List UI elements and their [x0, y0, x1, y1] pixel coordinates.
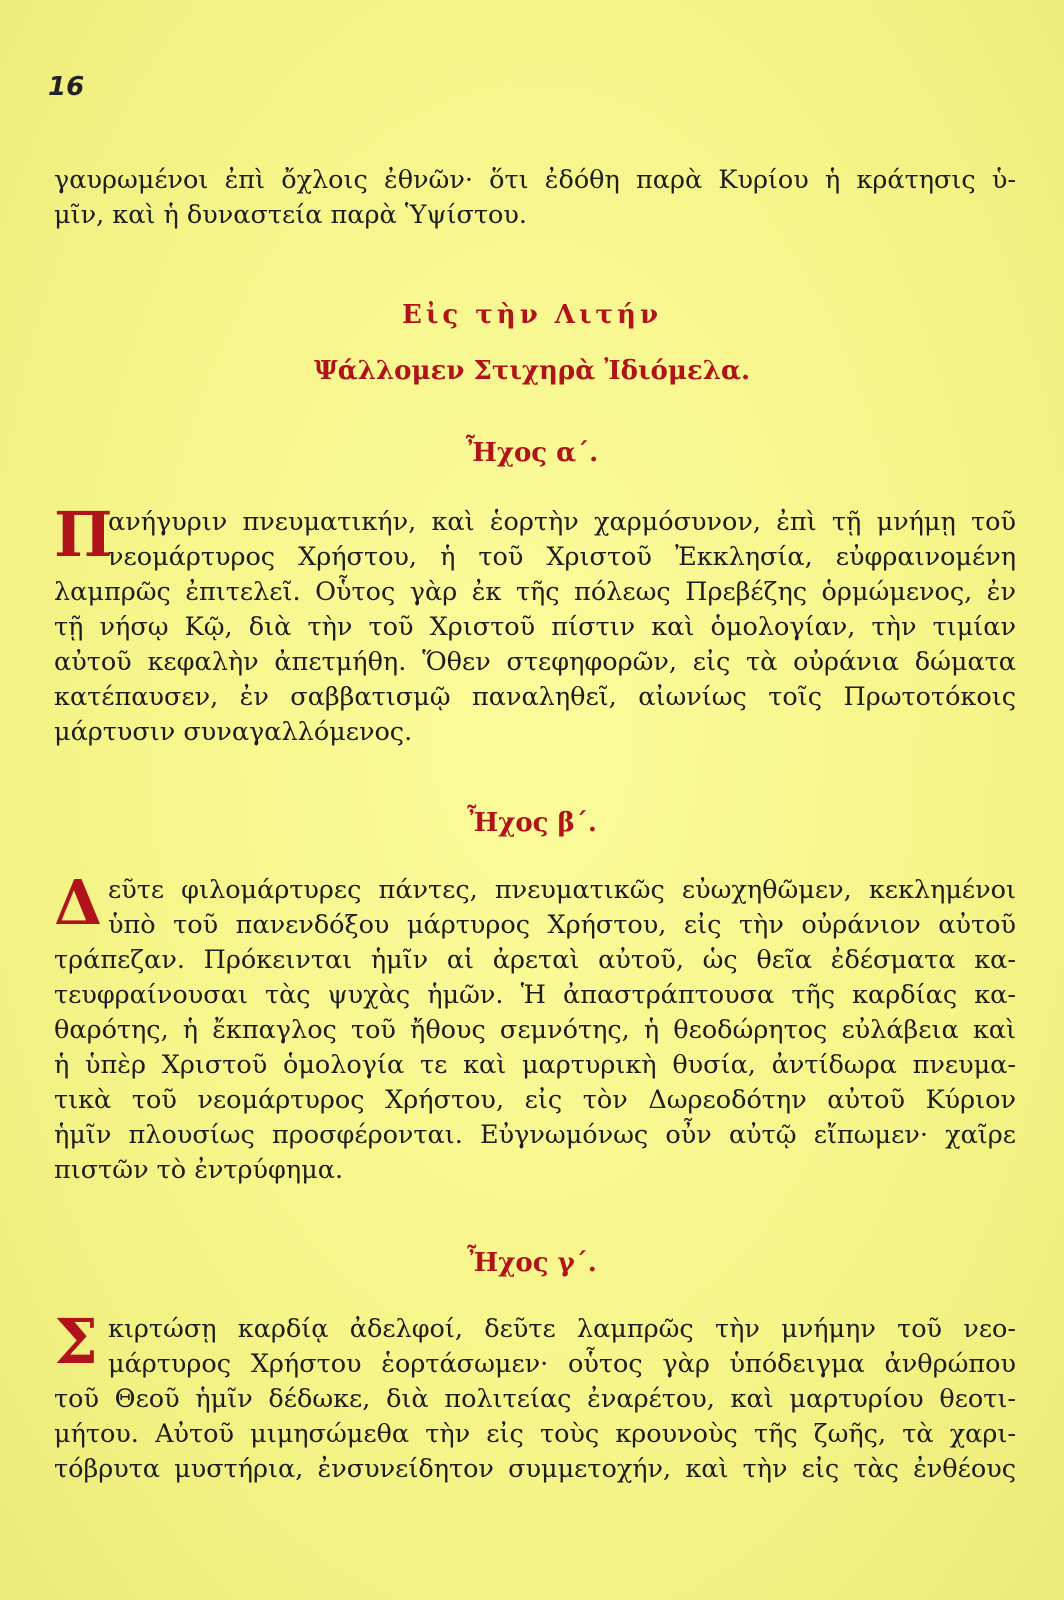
hymn-3-paragraph	[54, 1305, 1016, 1487]
text-line: νεομάρτυρος Χρήστου, ἡ τοῦ Χριστοῦ Ἐκκλησία, εὐφραινομένη	[108, 542, 1016, 572]
text-line: τικὰ τοῦ νεομάρτυρος Χρήστου, εἰς τὸν Δωρεοδότην αὐτοῦ Κύριον	[54, 1085, 1016, 1115]
text-line: εῦτε φιλομάρτυρες πάντες, πνευματικῶς εὐωχηθῶμεν, κεκλημένοι	[108, 875, 1016, 905]
text-line: λαμπρῶς ἐπιτελεῖ. Οὗτος γὰρ ἐκ τῆς πόλεως Πρεβέζης ὁρμώμενος, ἐν	[54, 577, 1016, 607]
text-line: κατέπαυσεν, ἐν σαββατισμῷ παναληθεῖ, αἰωνίως τοῖς Πρωτοτόκοις	[54, 682, 1016, 712]
mode-heading-1: Ἦχος α΄.	[465, 438, 599, 468]
text-line: ἡ ὑπὲρ Χριστοῦ ὁμολογία τε καὶ μαρτυρικὴ θυσία, ἀντίδωρα πνευμα-	[54, 1050, 1016, 1080]
text-line: μάρτυρος Χρήστου ἑορτάσωμεν· οὗτος γὰρ ὑπόδειγμα ἀνθρώπου	[108, 1349, 1016, 1379]
text-line: ὑπὸ τοῦ πανενδόξου μάρτυρος Χρήστου, εἰς τὴν οὐράνιον αὐτοῦ	[108, 910, 1016, 940]
text-line: πιστῶν τὸ ἐντρύφημα.	[54, 1155, 344, 1185]
mode-heading-2: Ἦχος β΄.	[467, 808, 597, 838]
text-line: αὐτοῦ κεφαλὴν ἀπετμήθη. Ὅθεν στεφηφορῶν, εἰς τὰ οὐράνια δώματα	[54, 647, 1016, 677]
text-line: κιρτώσῃ καρδίᾳ ἀδελφοί, δεῦτε λαμπρῶς τὴν μνήμην τοῦ νεο-	[108, 1314, 1016, 1344]
page-number: 16	[48, 72, 85, 102]
text-line: τευφραίνουσαι τὰς ψυχὰς ἡμῶν. Ἡ ἀπαστράπτουσα τῆς καρδίας κα-	[54, 980, 1016, 1010]
text-line: ἡμῖν πλουσίως προσφέρονται. Εὐγνωμόνως οὖν αὐτῷ εἴπωμεν· χαῖρε	[54, 1120, 1016, 1150]
text-line: μῖν, καὶ ἡ δυναστεία παρὰ Ὑψίστου.	[54, 200, 528, 230]
hymn-2-paragraph	[54, 866, 1016, 1188]
drop-cap-initial-1: Π	[54, 498, 113, 571]
text-line: γαυρωμένοι ἐπὶ ὄχλοις ἐθνῶν· ὅτι ἐδόθη παρὰ Κυρίου ἡ κράτησις ὑ-	[54, 165, 1016, 195]
hymn-1-paragraph	[54, 498, 1016, 750]
text-line: τόβρυτα μυστήρια, ἐνσυνείδητον συμμετοχήν, καὶ τὴν εἰς τὰς ἐνθέους	[54, 1454, 1016, 1484]
section-subtitle: Ψάλλομεν Στιχηρὰ Ἰδιόμελα.	[313, 356, 751, 386]
text-line: θαρότης, ἡ ἔκπαγλος τοῦ ἤθους σεμνότης, ἡ θεοδώρητος εὐλάβεια καὶ	[54, 1015, 1016, 1045]
text-line: μήτου. Αὐτοῦ μιμησώμεθα τὴν εἰς τοὺς κρουνοὺς τῆς ζωῆς, τὰ χαρι-	[54, 1419, 1016, 1449]
drop-cap-initial-3: Σ	[54, 1305, 98, 1378]
text-line: ανήγυριν πνευματικήν, καὶ ἑορτὴν χαρμόσυνον, ἐπὶ τῇ μνήμῃ τοῦ	[108, 507, 1016, 537]
text-line: μάρτυσιν συναγαλλόμενος.	[54, 717, 413, 747]
mode-heading-3: Ἦχος γ΄.	[467, 1248, 597, 1278]
text-line: τοῦ Θεοῦ ἡμῖν δέδωκε, διὰ πολιτείας ἐναρέτου, καὶ μαρτυρίου θεοτι-	[54, 1384, 1016, 1414]
drop-cap-initial-2: Δ	[54, 866, 103, 939]
intro-paragraph	[54, 163, 1016, 233]
text-line: τῇ νήσῳ Κῷ, διὰ τὴν τοῦ Χριστοῦ πίστιν καὶ ὁμολογίαν, τὴν τιμίαν	[54, 612, 1016, 642]
text-line: τράπεζαν. Πρόκεινται ἡμῖν αἱ ἀρεταὶ αὐτοῦ, ὡς θεῖα ἐδέσματα κα-	[54, 945, 1016, 975]
section-title: Εἰς τὴν Λιτήν	[402, 300, 662, 330]
